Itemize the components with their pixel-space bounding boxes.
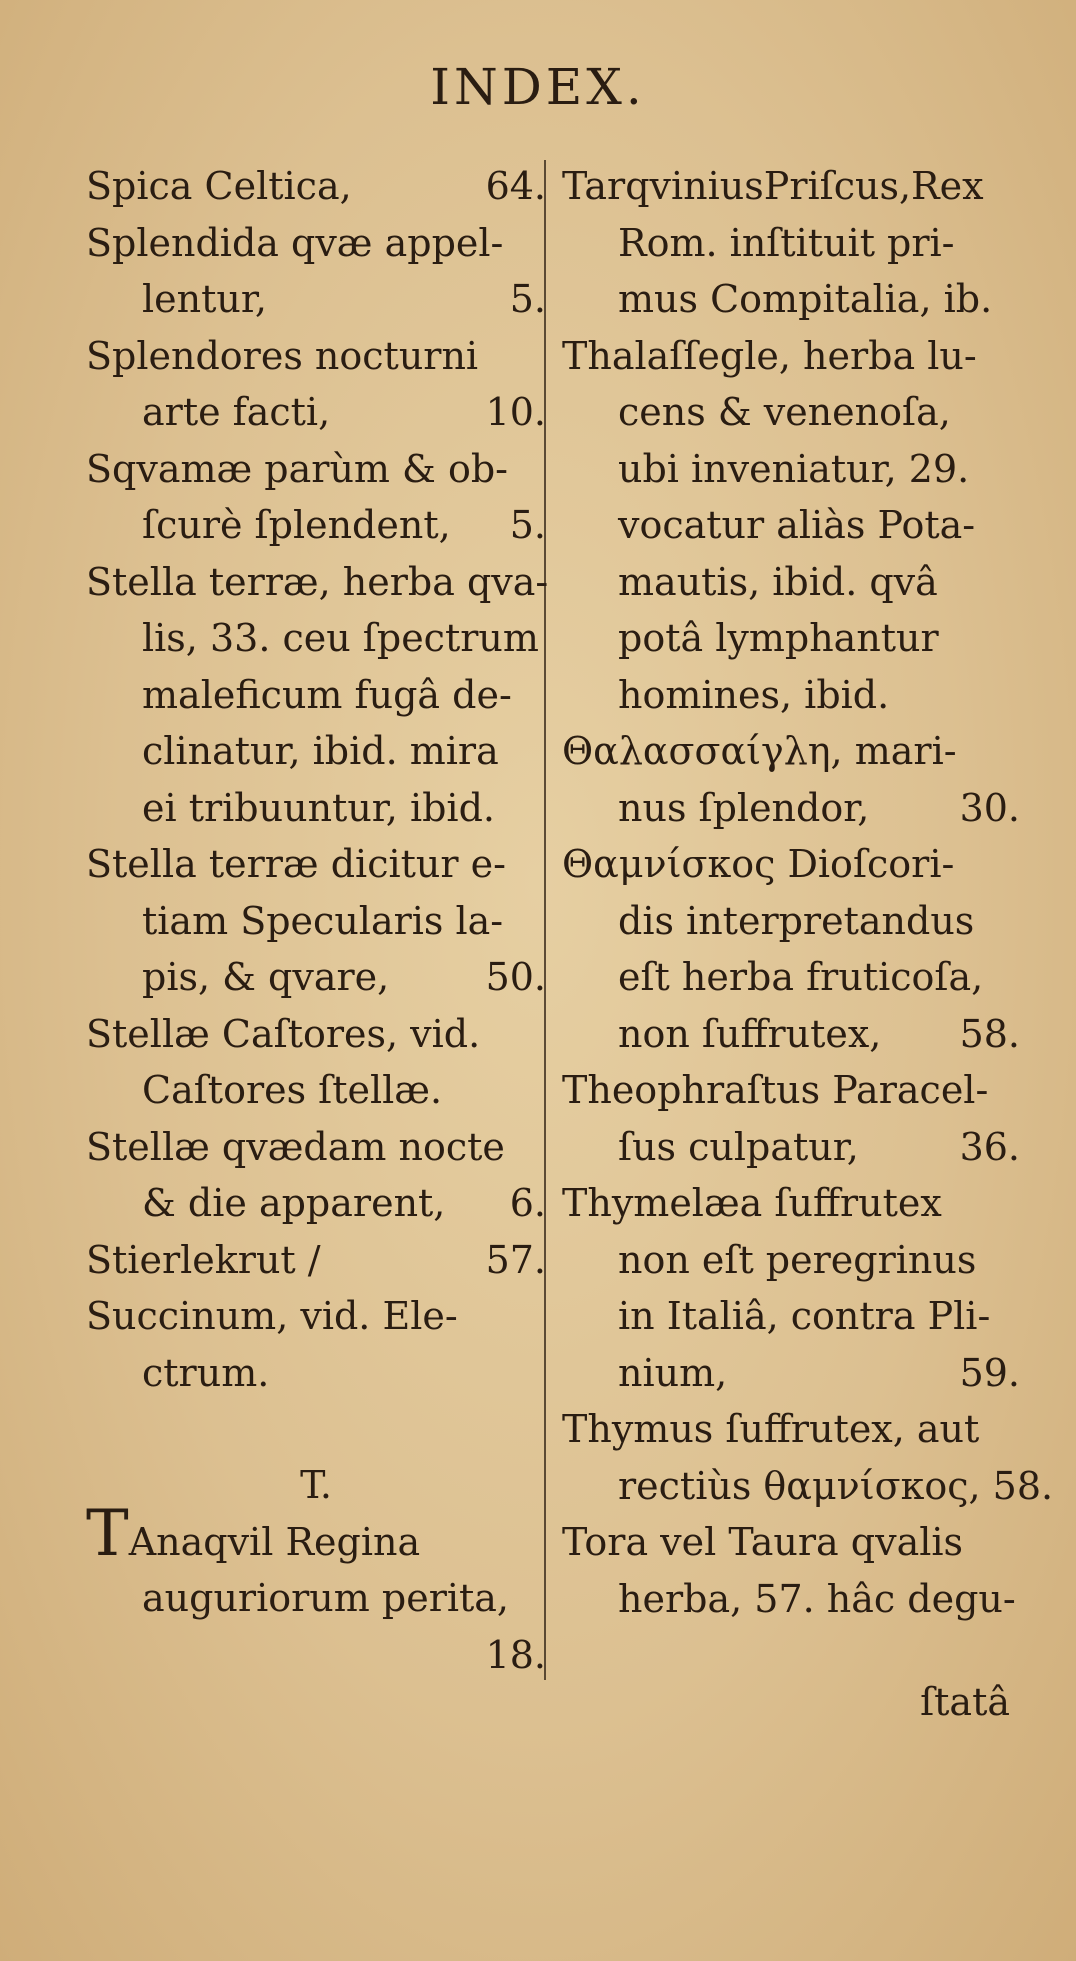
- right-column: [562, 158, 1054, 1627]
- index-entry: [86, 836, 546, 1006]
- entry-line: [86, 215, 546, 272]
- entry-text: eſt herba fruticoſa,: [618, 955, 984, 999]
- entry-text: tiam Specularis la-: [142, 898, 504, 943]
- index-entry: [86, 554, 549, 837]
- entry-line: [86, 1345, 546, 1402]
- entry-line: [86, 1627, 546, 1684]
- entry-line: [562, 1006, 1020, 1063]
- entry-line: [562, 441, 1020, 498]
- entry-text: Thymus ſuffrutex, aut: [562, 1407, 980, 1451]
- index-entry: [86, 1006, 546, 1119]
- entry-line: [562, 780, 1020, 837]
- entry-text: Stella terræ, herba qva-: [86, 559, 549, 604]
- entry-line: [86, 893, 546, 950]
- entry-line: [86, 1496, 546, 1571]
- entry-text: mautis, ibid. qvâ: [618, 559, 938, 604]
- entry-text: maleficum fugâ de-: [142, 672, 512, 717]
- entry-line: [562, 610, 1020, 667]
- page-ref: 5.: [509, 277, 546, 321]
- left-entries: [86, 158, 549, 1401]
- left-column: [86, 158, 549, 1683]
- entry-line: [562, 1062, 1020, 1119]
- entry-line: [86, 949, 546, 1006]
- entry-text: dis interpretandus: [618, 898, 975, 943]
- entry-text: ſcurè ſplendent,: [142, 503, 451, 547]
- entry-text: Splendores nocturni: [86, 333, 479, 378]
- entry-line: [562, 215, 1020, 272]
- entry-line: [86, 667, 546, 724]
- entry-text: Stierlekrut /: [86, 1237, 321, 1282]
- entry-text: non ſuffrutex,: [618, 1011, 882, 1056]
- entry-text: Succinum, vid. Ele-: [86, 1294, 458, 1338]
- entry-line: [562, 158, 1020, 215]
- entry-text: Θαλασσαίγλη, mari-: [562, 729, 957, 773]
- entry-line: [562, 328, 1020, 385]
- entry-text: vocatur aliàs Pota-: [618, 503, 976, 547]
- entry-text: ctrum.: [142, 1350, 270, 1395]
- entry-line: [562, 497, 1020, 554]
- entry-text: nus ſplendor,: [618, 785, 870, 830]
- entry-line: [86, 723, 546, 780]
- page-ref: 64.: [485, 164, 546, 208]
- index-entry: [562, 1062, 1020, 1175]
- entry-line: [562, 667, 1020, 724]
- entry-text: clinatur, ibid. mira: [142, 729, 499, 773]
- entry-text: Anaqvil Regina: [128, 1519, 421, 1564]
- entry-line: [562, 1571, 1020, 1628]
- entry-line: [86, 610, 546, 667]
- page-header: INDEX.: [430, 58, 646, 116]
- entry-line: [86, 271, 546, 328]
- entry-line: [86, 384, 546, 441]
- entry-text: nium,: [618, 1350, 728, 1395]
- entry-text: non eſt peregrinus: [618, 1237, 977, 1282]
- index-entry: [562, 1514, 1020, 1627]
- entry-text: Tora vel Taura qvalis: [562, 1520, 964, 1564]
- entry-line: [562, 1345, 1020, 1402]
- page-ref: 57.: [485, 1237, 546, 1282]
- entry-text: Θαμνίσκος Dioſcori-: [562, 842, 955, 886]
- catchword: ſtatâ: [920, 1680, 1010, 1724]
- entry-text: pis, & qvare,: [142, 955, 390, 999]
- entry-line: [86, 1232, 546, 1289]
- index-entry: [86, 1288, 546, 1401]
- entry-text: Stellæ qvædam nocte: [86, 1124, 505, 1169]
- index-entry: [86, 441, 546, 554]
- entry-line: [562, 1232, 1020, 1289]
- entry-line: [562, 1514, 1020, 1571]
- entry-text: ſus culpatur,: [618, 1124, 859, 1169]
- entry-text: Theophraſtus Paracel-: [562, 1068, 989, 1112]
- page-ref: 10.: [485, 390, 546, 434]
- entry-text: Stella terræ dicitur e-: [86, 842, 506, 886]
- entry-text: homines, ibid.: [618, 672, 890, 717]
- entry-text: mus Compitalia, ib.: [618, 277, 993, 321]
- entry-text: Thymelæa ſuffrutex: [562, 1181, 942, 1225]
- entry-line: [562, 1175, 1020, 1232]
- right-entries: [562, 158, 1054, 1627]
- index-entry: [86, 1119, 546, 1232]
- entry-line: [562, 1288, 1020, 1345]
- entry-line: [562, 836, 1020, 893]
- entry-line: [86, 554, 549, 611]
- entry-line: [86, 780, 546, 837]
- entry-line: [562, 893, 1020, 950]
- entry-line: [86, 1175, 546, 1232]
- entry-line: [86, 158, 546, 215]
- entry-text: Spica Celtica,: [86, 164, 352, 208]
- page-ref: 36.: [959, 1124, 1020, 1169]
- entry-text: cens & venenoſa,: [618, 390, 951, 434]
- entry-text: lis, 33. ceu ſpectrum: [142, 616, 539, 660]
- index-entry: [86, 1232, 546, 1289]
- entry-line: [562, 949, 1020, 1006]
- index-entry: [562, 723, 1020, 836]
- entry-text: & die apparent,: [142, 1181, 446, 1225]
- page-ref: 58.: [959, 1011, 1020, 1056]
- entry-line: [86, 836, 546, 893]
- page-ref: 50.: [485, 955, 546, 999]
- index-entry-tanaqvil: [86, 1496, 546, 1684]
- entry-line: [562, 271, 1020, 328]
- entry-line: [562, 1119, 1020, 1176]
- section-heading: T.: [300, 1463, 332, 1507]
- index-entry: [562, 836, 1020, 1062]
- entry-text: lentur,: [142, 277, 267, 321]
- entry-text: Rom. inſtituit pri-: [618, 220, 955, 265]
- entry-text: ubi inveniatur, 29.: [618, 446, 970, 491]
- entry-line: [86, 328, 546, 385]
- index-entry: [562, 1175, 1020, 1401]
- entry-line: [86, 497, 546, 554]
- entry-line: [86, 1119, 546, 1176]
- entry-text: in Italiâ, contra Pli-: [618, 1294, 991, 1338]
- entry-line: [562, 384, 1020, 441]
- entry-line: [86, 1288, 546, 1345]
- entry-text: Splendida qvæ appel-: [86, 220, 504, 265]
- entry-text: Sqvamæ parùm & ob-: [86, 446, 508, 491]
- index-entry: [86, 215, 546, 328]
- entry-line: [562, 554, 1020, 611]
- index-entry: [86, 328, 546, 441]
- entry-text: TarqviniusPriſcus,Rex: [562, 164, 984, 208]
- entry-line: [562, 1401, 1020, 1458]
- entry-line: [86, 1006, 546, 1063]
- entry-line: [86, 441, 546, 498]
- entry-line: auguriorum perita,: [142, 1576, 510, 1620]
- entry-text: potâ lymphantur: [618, 616, 939, 660]
- entry-text: Thalaſſegle, herba lu-: [562, 333, 977, 378]
- drop-cap: T: [86, 1496, 129, 1571]
- entry-text: ei tribuuntur, ibid.: [142, 785, 495, 830]
- index-entry: [562, 158, 1020, 328]
- entry-line: [562, 723, 1020, 780]
- entry-text: herba, 57. hâc degu-: [618, 1576, 1016, 1621]
- index-entry: [562, 1401, 1054, 1514]
- index-entry: [86, 158, 546, 215]
- entry-text: Caſtores ſtellæ.: [142, 1068, 443, 1112]
- page-ref: 18.: [485, 1632, 546, 1677]
- page-ref: 30.: [959, 785, 1020, 830]
- entry-text: rectiùs θαμνίσκος, 58.: [618, 1463, 1054, 1508]
- index-entry: [562, 328, 1020, 724]
- entry-text: arte facti,: [142, 390, 331, 434]
- page-ref: 59.: [959, 1350, 1020, 1395]
- page-ref: 6.: [509, 1181, 546, 1225]
- entry-text: Stellæ Caſtores, vid.: [86, 1011, 481, 1056]
- page-ref: 5.: [509, 503, 546, 547]
- entry-line: [562, 1458, 1054, 1515]
- entry-line: [86, 1062, 546, 1119]
